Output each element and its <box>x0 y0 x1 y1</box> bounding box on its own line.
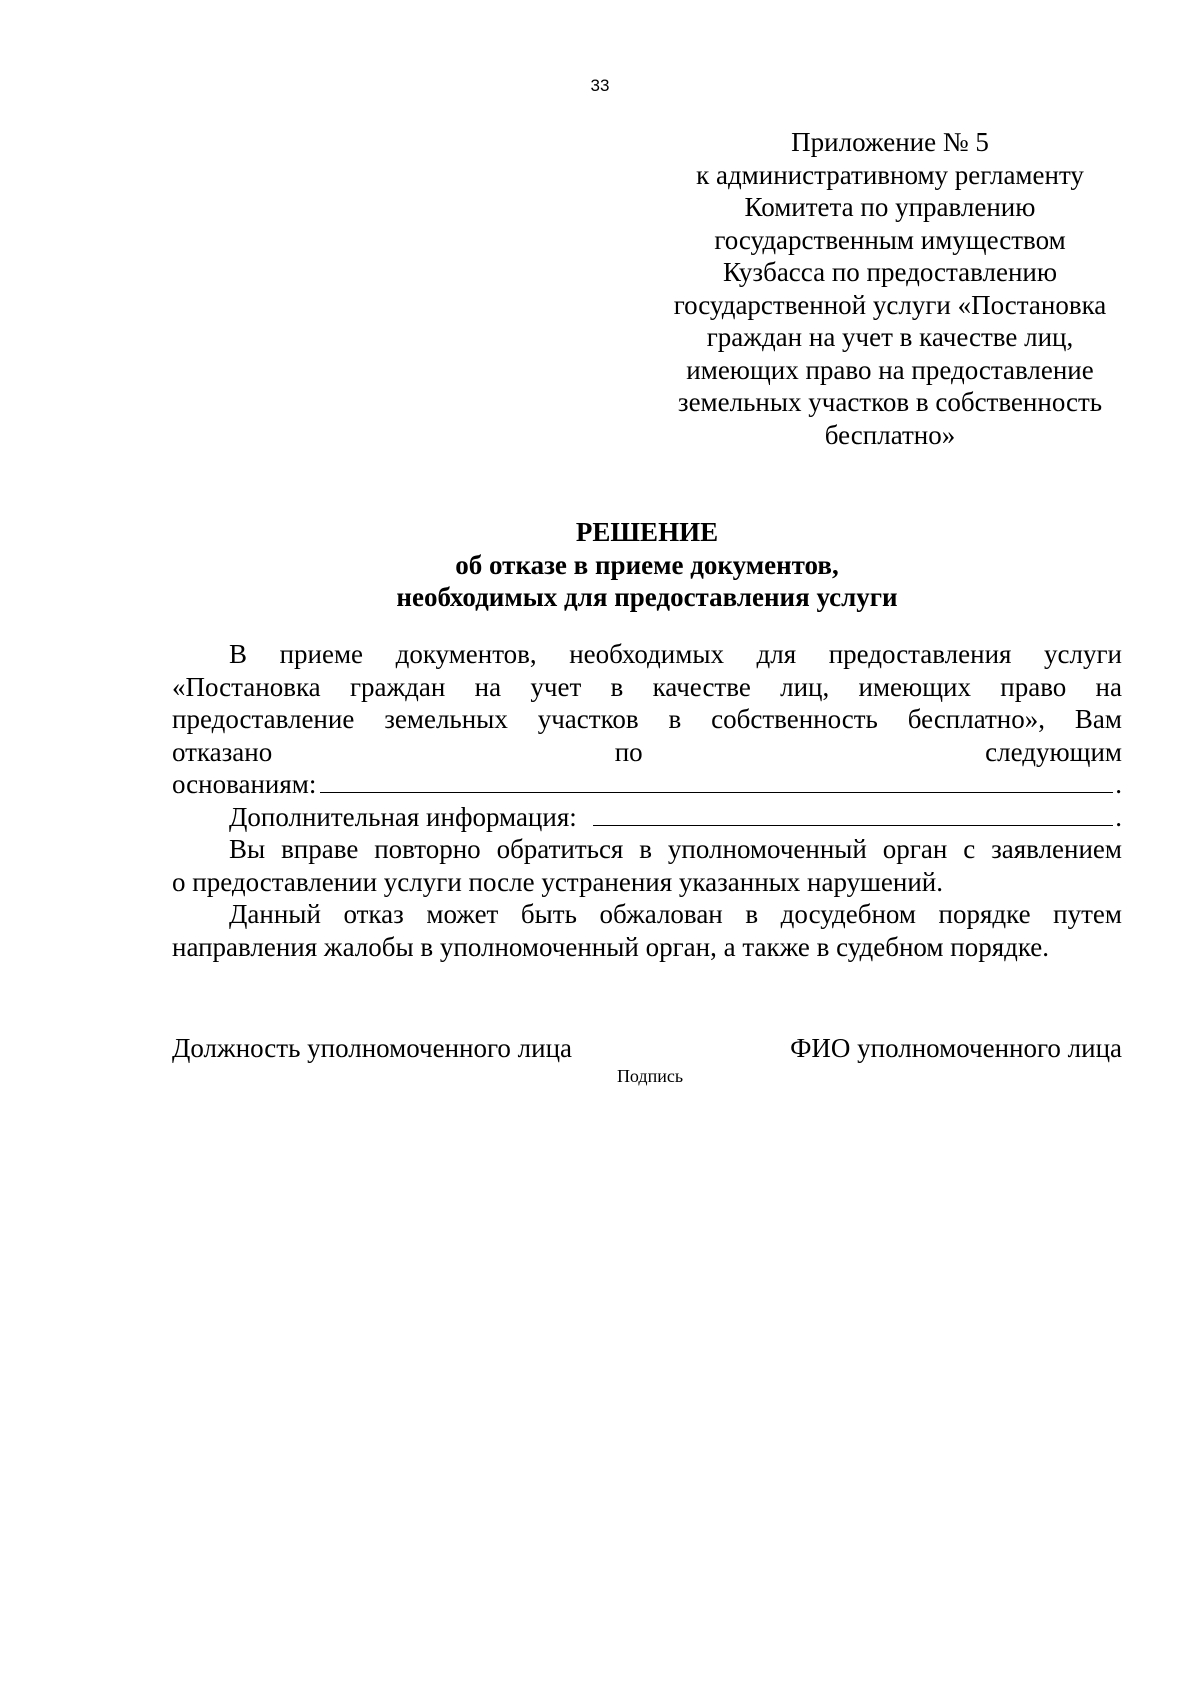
additional-info-row <box>172 801 1122 834</box>
signature-row <box>172 1032 1122 1066</box>
body-line: предоставление земельных участков в собственность бесплатно», Вам <box>172 704 1122 734</box>
grounds-blank-line <box>320 768 1113 793</box>
appendix-line: бесплатно» <box>824 419 956 450</box>
document-body <box>172 638 1122 963</box>
title-subheading: необходимых для предоставления услуги <box>396 582 898 612</box>
appendix-line: к административному регламенту <box>696 159 1084 190</box>
appendix-line: государственной услуги «Постановка <box>673 289 1107 320</box>
appendix-line: Приложение № 5 <box>791 127 989 157</box>
appendix-line: граждан на учет в качестве лиц, <box>706 322 1074 352</box>
official-name: ФИО уполномоченного лица <box>790 1033 1122 1063</box>
appendix-line: Кузбасса по предоставлению <box>722 257 1058 287</box>
appendix-line: государственным имуществом <box>714 224 1066 255</box>
additional-info-end: . <box>1115 801 1122 832</box>
appendix-line: имеющих право на предоставление <box>686 354 1094 385</box>
body-line: В приеме документов, необходимых для предоставления услуги <box>229 639 1122 669</box>
body-line: Вы вправе повторно обратиться в уполномоченный орган с заявлением <box>229 834 1122 864</box>
grounds-label: основаниям: <box>172 769 317 799</box>
appendix-line: земельных участков в собственность <box>677 387 1103 417</box>
title-subheading: об отказе в приеме документов, <box>455 549 839 580</box>
grounds-end: . <box>1115 769 1122 799</box>
body-line: отказано по следующим <box>172 736 1122 767</box>
signature-caption: Подпись <box>616 1066 684 1086</box>
page-number: 33 <box>590 76 610 95</box>
document-title <box>172 516 1122 614</box>
body-line: «Постановка граждан на учет в качестве лиц, имеющих право на <box>172 671 1122 702</box>
body-line: Данный отказ может быть обжалован в досудебном порядке путем <box>229 899 1122 929</box>
body-line: о предоставлении услуги после устранения указанных нарушений. <box>172 866 944 897</box>
grounds-row <box>172 768 1122 801</box>
body-line: направления жалобы в уполномоченный орган, а также в судебном порядке. <box>172 931 1050 962</box>
official-position: Должность уполномоченного лица <box>172 1033 573 1063</box>
title-heading: РЕШЕНИЕ <box>575 517 719 547</box>
additional-info-blank-line <box>593 801 1114 826</box>
appendix-header <box>660 126 1120 451</box>
appendix-line: Комитета по управлению <box>744 192 1036 222</box>
additional-info-label: Дополнительная информация: <box>229 801 577 832</box>
